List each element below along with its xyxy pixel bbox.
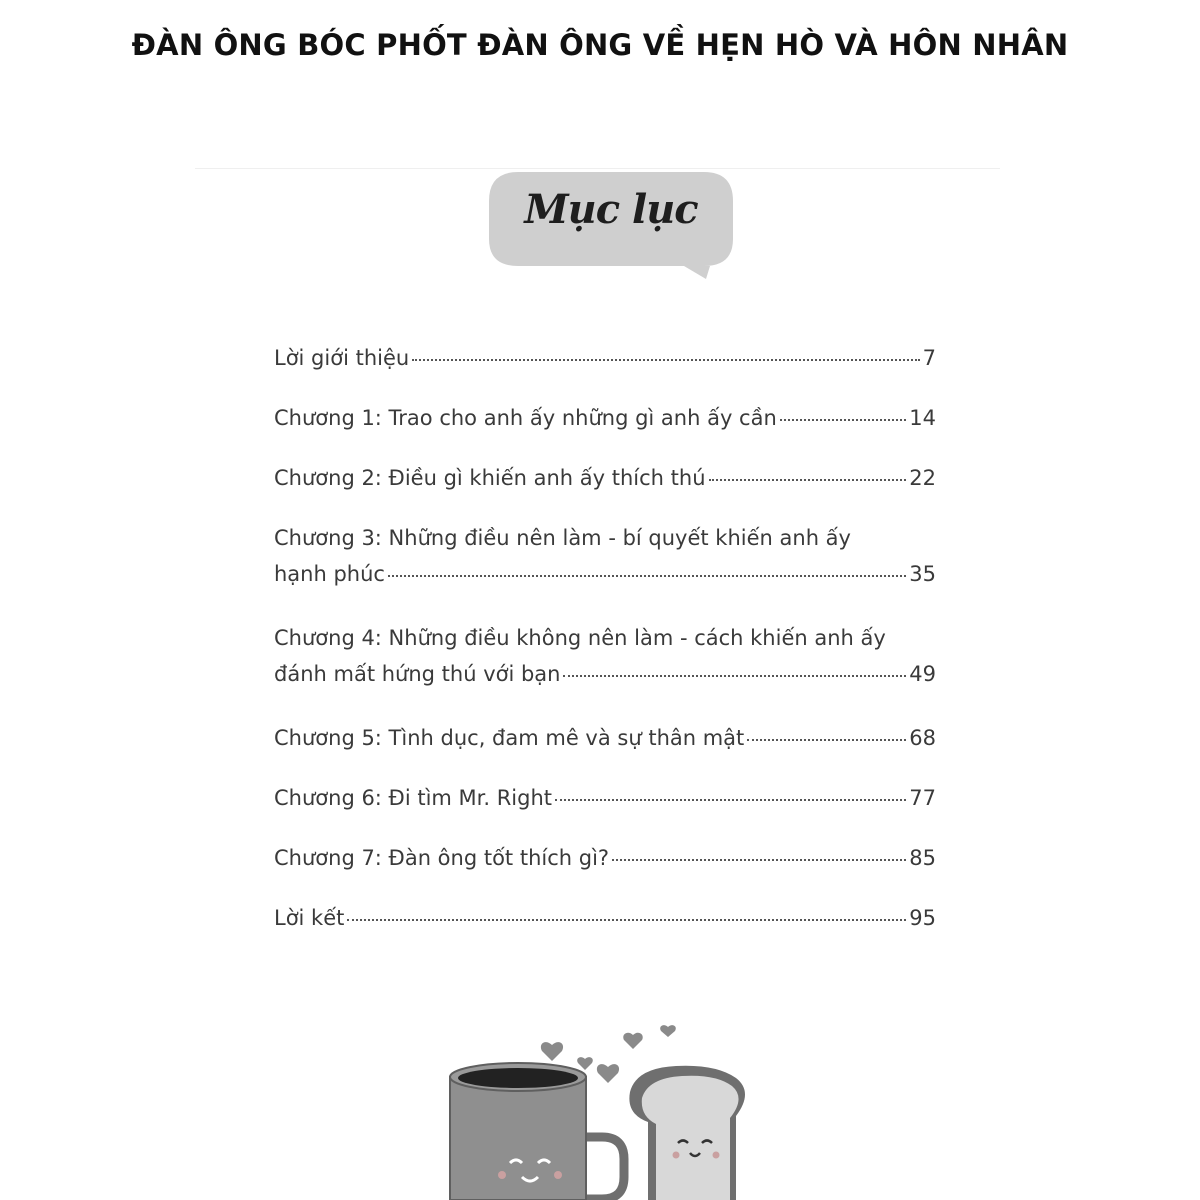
toc-entry: [274, 902, 936, 962]
dot-leader: [747, 739, 906, 741]
toc-entry-title: đánh mất hứng thú với bạn: [274, 662, 561, 686]
toc-entry-title: Chương 6: Đi tìm Mr. Right: [274, 786, 553, 810]
toc-heading: Mục lục: [524, 186, 698, 233]
toc-entry-title: Chương 3: Những điều nên làm - bí quyết khiến anh ấy: [274, 526, 851, 550]
toc-entry: [274, 522, 936, 562]
toc-entry-title: Chương 1: Trao cho anh ấy những gì anh ấy cần: [274, 406, 777, 430]
mug-icon: [450, 1063, 624, 1200]
dot-leader: [563, 675, 906, 677]
toc-entry-title: hạnh phúc: [274, 562, 385, 586]
toc-page-number: 22: [909, 466, 936, 490]
page-title: ĐÀN ÔNG BÓC PHỐT ĐÀN ÔNG VỀ HẸN HÒ VÀ HÔN NHÂN: [131, 28, 1069, 62]
dot-leader: [612, 859, 906, 861]
toc-entry: [274, 402, 936, 462]
toc-entry: [274, 462, 936, 522]
toc-page-number: 77: [909, 786, 936, 810]
toc-page-number: 14: [909, 406, 936, 430]
toast-icon: [629, 1066, 745, 1200]
toc-entry-title: Chương 5: Tình dục, đam mê và sự thân mật: [274, 726, 745, 750]
toc-entry: [274, 622, 936, 662]
table-of-contents: [274, 342, 936, 962]
toc-page-number: 68: [909, 726, 936, 750]
toc-entry-title: Chương 7: Đàn ông tốt thích gì?: [274, 846, 610, 870]
toc-entry: [274, 842, 936, 902]
toc-page-number: 35: [909, 562, 936, 586]
toc-heading-bubble: [488, 171, 736, 283]
toc-page-number: 95: [909, 906, 936, 930]
dot-leader: [709, 479, 907, 481]
toc-entry-title: Chương 2: Điều gì khiến anh ấy thích thú: [274, 466, 706, 490]
toc-entry: [274, 722, 936, 782]
toc-entry: [274, 782, 936, 842]
toc-entry-title: Lời kết: [274, 906, 345, 930]
toc-page-number: 7: [922, 346, 936, 370]
dot-leader: [347, 919, 906, 921]
toc-entry-title: Chương 4: Những điều không nên làm - cách khiến anh ấy: [274, 626, 886, 650]
dot-leader: [555, 799, 906, 801]
toc-page-number: 49: [909, 662, 936, 686]
divider: [195, 168, 1000, 169]
toc-page-number: 85: [909, 846, 936, 870]
dot-leader: [780, 419, 906, 421]
dot-leader: [388, 575, 906, 577]
toc-entry: [274, 342, 936, 402]
toc-entry: [274, 662, 936, 722]
toc-entry: [274, 562, 936, 622]
toc-entry-title: Lời giới thiệu: [274, 346, 410, 370]
dot-leader: [412, 359, 919, 361]
coffee-and-toast-illustration: [440, 1015, 780, 1200]
